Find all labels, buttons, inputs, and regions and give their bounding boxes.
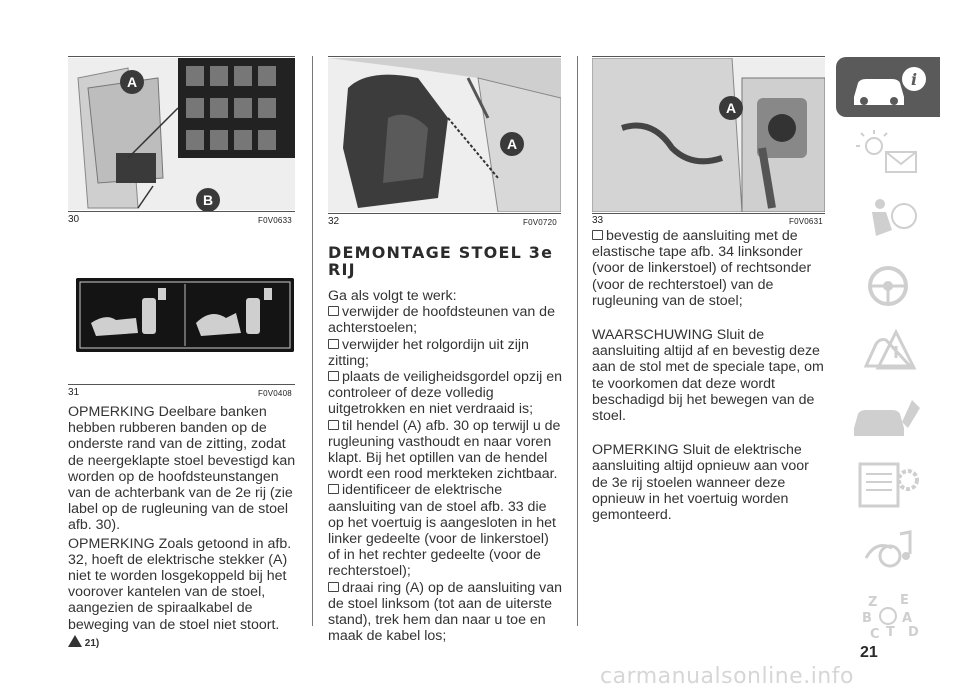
svg-text:E: E — [900, 593, 909, 608]
column-divider-1 — [312, 56, 313, 626]
figure-33-bottom-rule — [592, 213, 825, 214]
svg-text:Z: Z — [868, 595, 878, 610]
svg-text:A: A — [902, 611, 913, 626]
page-number: 21 — [860, 644, 878, 661]
tab-index[interactable] — [836, 586, 940, 646]
figure-33-number: 33 — [592, 215, 604, 226]
steering-wheel-icon — [836, 256, 940, 316]
airbag-safety-icon — [836, 190, 940, 250]
figure-33-code: F0V0631 — [789, 217, 823, 226]
multimedia-icon — [836, 520, 940, 580]
intro-text: Ga als volgt te werk: — [328, 288, 457, 304]
checkbox-bullet-icon — [328, 420, 339, 430]
figure-31-image — [76, 278, 294, 352]
checkbox-bullet-icon — [328, 339, 339, 349]
warning-triangle-icon — [836, 322, 940, 382]
tab-safety[interactable] — [836, 190, 940, 250]
left-note-2: OPMERKING Zoals getoond in afb. 32, hoeft de elektrische stekker (A) niet te worden losgekoppeld bij het voorover kantelen van de stoel, aangezien de spiraalkabel de beweging van de stoel niet stoort. — [68, 535, 292, 633]
index-az-icon — [836, 586, 940, 646]
checkbox-bullet-icon — [328, 582, 339, 592]
tab-car-info[interactable] — [836, 57, 940, 117]
watermark-footer: carmanualsonline.info — [600, 664, 854, 689]
figure-32-number: 32 — [328, 216, 340, 227]
section-heading: DEMONTAGE STOEL 3e RIJ — [328, 243, 554, 279]
step-6: draai ring (A) op de aansluiting van de stoel linksom (tot aan de uiterste stand), trek hem dan naar u toe en maak de kabel los; — [328, 579, 563, 645]
left-note-1: OPMERKING Deelbare banken hebben rubberen banden op de onderste rand van de zitting, zodat de neergeklapte stoel bevestigd kan worden op de hoofdsteunstangen van de achterbank van de 2e rij (zie label op de rugleuning van de stoel afb. 30). — [68, 404, 296, 534]
tab-technical-data[interactable] — [836, 454, 940, 514]
right-column-text — [592, 228, 826, 523]
figure-33-image — [592, 58, 825, 212]
step-7: bevestig de aansluiting met de elastische tape afb. 34 linksonder (voor de linkerstoel) of rechtsonder (voor de rechterstoel) van de rugleuning van de stoel; — [592, 228, 812, 309]
svg-text:C: C — [870, 627, 880, 642]
figure-32-image — [328, 58, 561, 212]
middle-column-text — [328, 288, 564, 644]
figure-32-bottom-rule — [328, 213, 561, 214]
figure-31-code: F0V0408 — [258, 389, 292, 398]
figure-33-top-rule — [592, 56, 825, 57]
tab-emergency[interactable] — [836, 322, 940, 382]
step-4: til hendel (A) afb. 30 op terwijl u de rugleuning vasthoudt en naar voren klapt. Bij het optillen van de hendel wordt een rood merkteken zichtbaar. — [328, 417, 561, 483]
warning-ref-text: 21) — [84, 637, 100, 649]
dashboard-lights-icon — [836, 124, 940, 184]
note-text: OPMERKING Sluit de elektrische aansluiting altijd opnieuw aan voor de 3e rij stoelen wanneer deze opnieuw in het voertuig worden gemonteerd. — [592, 442, 809, 524]
figure-31-number: 31 — [68, 387, 80, 398]
warning-reference — [68, 635, 300, 652]
tab-maintenance[interactable] — [836, 388, 940, 448]
figure-32-top-rule — [328, 56, 561, 57]
tab-starting-driving[interactable] — [836, 256, 940, 316]
step-5: identificeer de elektrische aansluiting van de stoel afb. 33 die op het voertuig is aangesloten in het linker gedeelte (voor de linkerstoel) of in het rechter gedeelte (voor de rechterstoel); — [328, 482, 556, 580]
figure-30-number: 30 — [68, 214, 80, 225]
svg-text:i: i — [911, 70, 918, 89]
figure-30-image — [68, 58, 295, 210]
figure-32-code: F0V0720 — [523, 218, 557, 227]
figure-30-top-rule — [68, 56, 295, 57]
car-maintenance-icon — [836, 388, 940, 448]
left-column-text — [68, 404, 300, 652]
checkbox-bullet-icon — [592, 230, 603, 240]
checkbox-bullet-icon — [328, 306, 339, 316]
step-2: verwijder het rolgordijn uit zijn zitting; — [328, 336, 529, 369]
step-3: plaats de veiligheidsgordel opzij en controleer of deze volledig uitgetrokken en niet verdraaid is; — [328, 369, 563, 418]
technical-data-icon — [836, 454, 940, 514]
figure-30-callout-a: A — [120, 70, 144, 94]
tab-multimedia[interactable] — [836, 520, 940, 580]
svg-text:T: T — [886, 625, 895, 640]
figure-30-bottom-rule — [68, 211, 295, 212]
figure-30-callout-b: B — [196, 188, 220, 212]
column-divider-2 — [577, 56, 578, 626]
svg-text:B: B — [862, 611, 872, 626]
figure-33-callout-a: A — [719, 96, 743, 120]
checkbox-bullet-icon — [328, 484, 339, 494]
step-1: verwijder de hoofdsteunen van de achterstoelen; — [328, 304, 555, 337]
figure-30-code: F0V0633 — [258, 216, 292, 225]
car-info-icon — [836, 57, 940, 117]
warning-triangle-icon — [68, 635, 82, 647]
warning-text: WAARSCHUWING Sluit de aansluiting altijd af en bevestig deze aan de stol met de speciale tape, om te voorkomen dat deze wordt beschadigd bij het bewegen van de stoel. — [592, 327, 824, 425]
tab-dashboard-lights[interactable] — [836, 124, 940, 184]
figure-31-rule — [68, 384, 295, 385]
svg-text:D: D — [908, 625, 919, 640]
checkbox-bullet-icon — [328, 371, 339, 381]
figure-32-callout-a: A — [500, 132, 524, 156]
